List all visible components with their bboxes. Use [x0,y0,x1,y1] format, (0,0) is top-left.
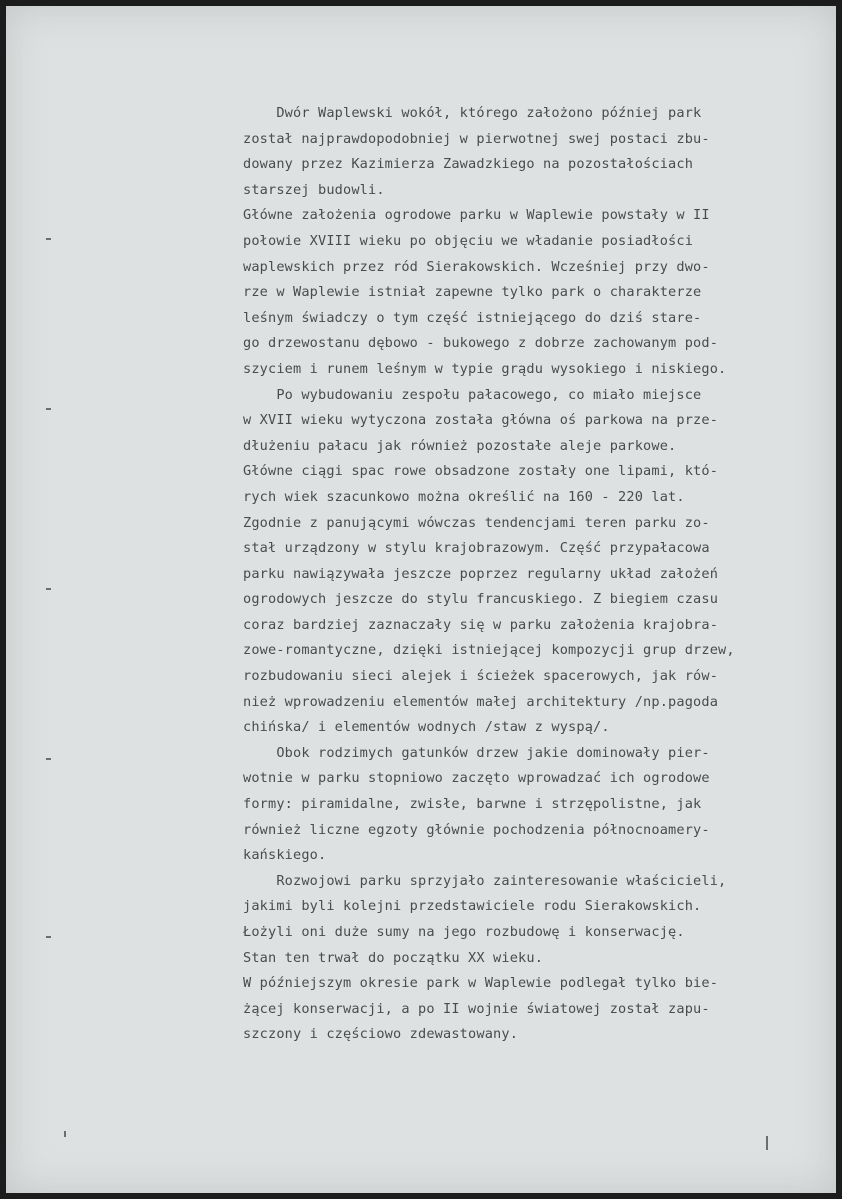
text-line: rze w Waplewie istniał zapewne tylko park o charakterze [243,284,702,301]
text-line: nież wprowadzeniu elementów małej architektury /np.pagoda [243,693,719,710]
text-line: ogrodowych jeszcze do stylu francuskiego. Z biegiem czasu [243,591,719,608]
text-line: jakimi byli kolejni przedstawiciele rodu Sierakowskich. [243,898,702,915]
text-line: połowie XVIII wieku po objęciu we władanie posiadłości [243,232,694,249]
text-line: Stan ten trwał do początku XX wieku. [243,949,544,966]
text-line: starszej budowli. [243,181,385,198]
text-line: formy: piramidalne, zwisłe, barwne i strzępolistne, jak [243,796,702,813]
typewritten-page [6,6,836,1193]
text-line: Dwór Waplewski wokół, którego założono później park [243,105,702,121]
text-line: szyciem i runem leśnym w typie grądu wysokiego i niskiego. [243,360,727,377]
text-line: coraz bardziej zaznaczały się w parku założenia krajobra- [243,616,719,633]
margin-mark [64,1131,66,1137]
margin-mark [766,1136,768,1150]
margin-mark [46,238,51,240]
text-line: Zgodnie z panującymi wówczas tendencjami teren parku zo- [243,514,710,531]
text-line: Po wybudowaniu zespołu pałacowego, co miało miejsce [243,386,702,403]
text-line: waplewskich przez ród Sierakowskich. Wcześniej przy dwo- [243,258,710,275]
text-line: w XVII wieku wytyczona została główna oś parkowa na prze- [243,412,719,429]
text-line: Obok rodzimych gatunków drzew jakie dominowały pier- [243,744,710,761]
text-line: dłużeniu pałacu jak również pozostałe aleje parkowe. [243,437,677,454]
text-line: Główne ciągi spac rowe obsadzone zostały one lipami, któ- [243,463,719,480]
text-line: parku nawiązywała jeszcze poprzez regularny układ założeń [243,565,719,582]
margin-mark [46,936,51,938]
text-line: W późniejszym okresie park w Waplewie podlegał tylko bie- [243,975,719,992]
text-line: zowe-romantyczne, dzięki istniejącej kompozycji grup drzew, [243,642,735,659]
text-line: Łożyli oni duże sumy na jego rozbudowę i konserwację. [243,924,685,940]
text-line: szczony i częściowo zdewastowany. [243,1026,519,1043]
text-line: również liczne egzoty głównie pochodzenia północnoamery- [243,821,710,838]
text-line: rych wiek szacunkowo można określić na 160 - 220 lat. [243,488,685,505]
text-line: go drzewostanu dębowo - bukowego z dobrze zachowanym pod- [243,335,719,352]
text-line: rozbudowaniu sieci alejek i ścieżek spacerowych, jak rów- [243,668,719,685]
text-line: chińska/ i elementów wodnych /staw z wyspą/. [243,719,610,736]
text-line: kańskiego. [243,847,327,864]
text-line: został najprawdopodobniej w pierwotnej swej postaci zbu- [243,130,710,147]
text-line: leśnym świadczy o tym część istniejącego do dziś stare- [243,309,702,326]
text-line: Rozwojowi parku sprzyjało zainteresowanie właścicieli, [243,872,727,889]
text-line: żącej konserwacji, a po II wojnie światowej został zapu- [243,1000,710,1017]
margin-mark [46,408,51,410]
text-line: wotnie w parku stopniowo zaczęto wprowadzać ich ogrodowe [243,770,710,787]
margin-mark [46,758,51,760]
text-line: dowany przez Kazimierza Zawadzkiego na pozostałościach [243,156,694,173]
body-text [243,101,833,1048]
margin-mark [46,588,51,590]
text-line: Główne założenia ogrodowe parku w Waplewie powstały w II [243,207,710,224]
text-line: stał urządzony w stylu krajobrazowym. Część przypałacowa [243,540,710,557]
